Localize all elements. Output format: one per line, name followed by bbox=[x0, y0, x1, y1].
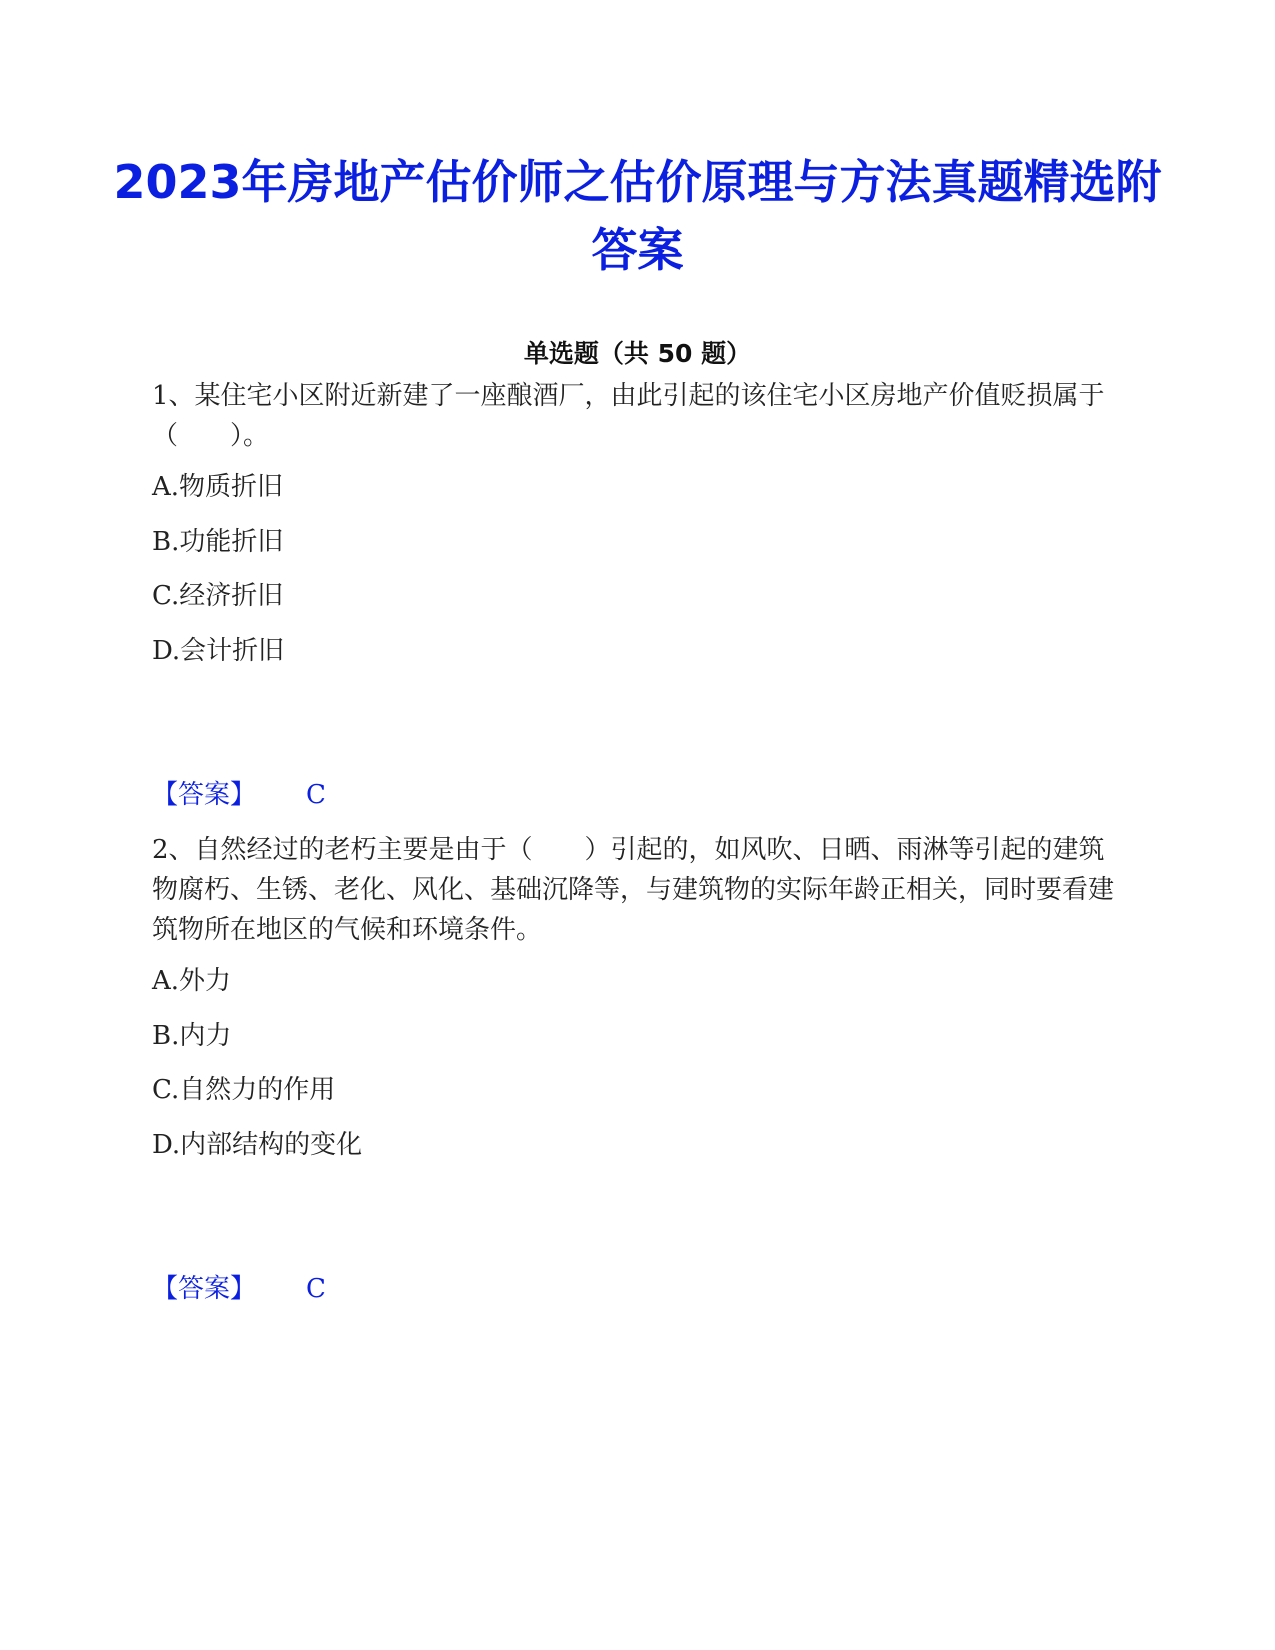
question-2-stem: 2、自然经过的老朽主要是由于（ ）引起的，如风吹、日晒、雨淋等引起的建筑物腐朽、生锈、老化、风化、基础沉降等，与建筑物的实际年龄正相关，同时要看建筑物所在地区的气候和环境条件。 bbox=[152, 835, 1115, 945]
question-1-answer bbox=[152, 777, 326, 813]
answer-label: 【答案】 bbox=[152, 780, 257, 810]
answer-value: C bbox=[306, 780, 326, 810]
answer-label: 【答案】 bbox=[152, 1274, 257, 1304]
question-1-option-b: B.功能折旧 bbox=[152, 527, 284, 557]
question-2-option-d: D.内部结构的变化 bbox=[152, 1130, 363, 1160]
question-2-option-a: A.外力 bbox=[152, 966, 232, 996]
question-1-option-a: A.物质折旧 bbox=[152, 472, 284, 502]
question-2-option-b: B.内力 bbox=[152, 1021, 232, 1051]
section-heading: 单选题（共 50 题） bbox=[523, 339, 752, 368]
question-1-stem: 1、某住宅小区附近新建了一座酿酒厂，由此引起的该住宅小区房地产价值贬损属于（ ）。 bbox=[152, 381, 1105, 451]
question-1-option-c: C.经济折旧 bbox=[152, 581, 284, 611]
question-2-option-c: C.自然力的作用 bbox=[152, 1075, 336, 1105]
answer-value: C bbox=[306, 1274, 326, 1304]
question-2-answer bbox=[152, 1271, 326, 1307]
question-1-option-d: D.会计折旧 bbox=[152, 636, 285, 666]
document-title: 2023年房地产估价师之估价原理与方法真题精选附答案 bbox=[113, 155, 1162, 277]
